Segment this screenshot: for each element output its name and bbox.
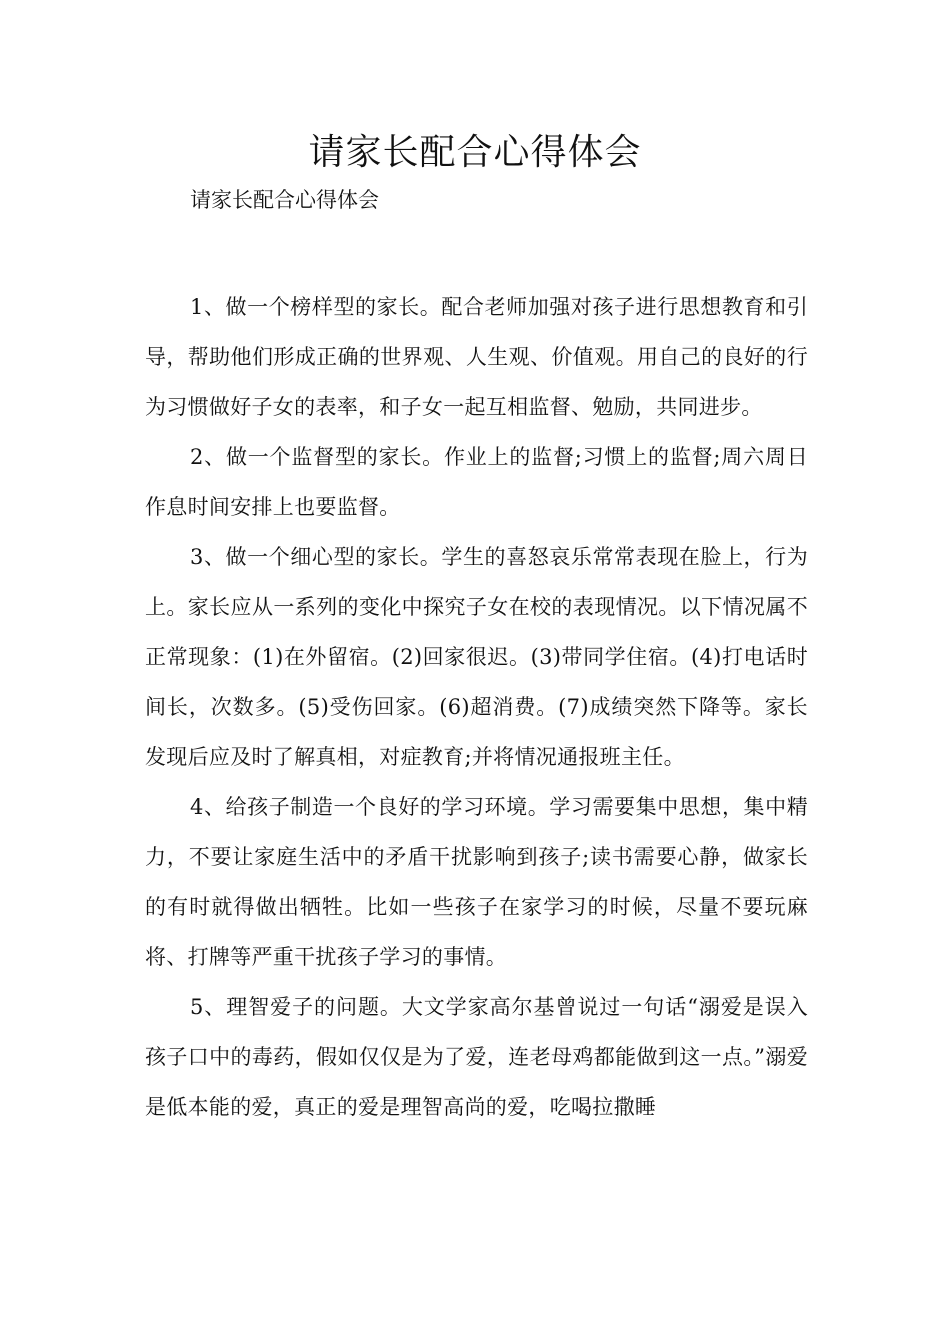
paragraph-5: 5、理智爱子的问题。大文学家高尔基曾说过一句话“溺爱是误入孩子口中的毒药，假如仅仅是为了爱，连老母鸡都能做到这一点。”溺爱是低本能的爱，真正的爱是理智高尚的爱，吃喝拉撒睡 [145,995,808,1119]
paragraph-1: 1、做一个榜样型的家长。配合老师加强对孩子进行思想教育和引导，帮助他们形成正确的世界观、人生观、价值观。用自己的良好的行为习惯做好子女的表率，和子女一起互相监督、勉励，共同进步。 [145,295,808,419]
document-subtitle: 请家长配合心得体会 [190,188,379,212]
document-title: 请家长配合心得体会 [308,132,642,173]
document-body [145,282,808,1132]
paragraph-4: 4、给孩子制造一个良好的学习环境。学习需要集中思想，集中精力，不要让家庭生活中的矛盾干扰影响到孩子;读书需要心静，做家长的有时就得做出牺牲。比如一些孩子在家学习的时候，尽量不要玩麻将、打牌等严重干扰孩子学习的事情。 [145,795,808,969]
paragraph-2: 2、做一个监督型的家长。作业上的监督;习惯上的监督;周六周日作息时间安排上也要监督。 [145,445,808,519]
paragraph-3: 3、做一个细心型的家长。学生的喜怒哀乐常常表现在脸上，行为上。家长应从一系列的变化中探究子女在校的表现情况。以下情况属不正常现象：(1)在外留宿。(2)回家很迟。(3)带同学住宿。(4)打电话时间长，次数多。(5)受伤回家。(6)超消费。(7)成绩突然下降等。家长发现后应及时了解真相，对症教育;并将情况通报班主任。 [145,545,808,769]
